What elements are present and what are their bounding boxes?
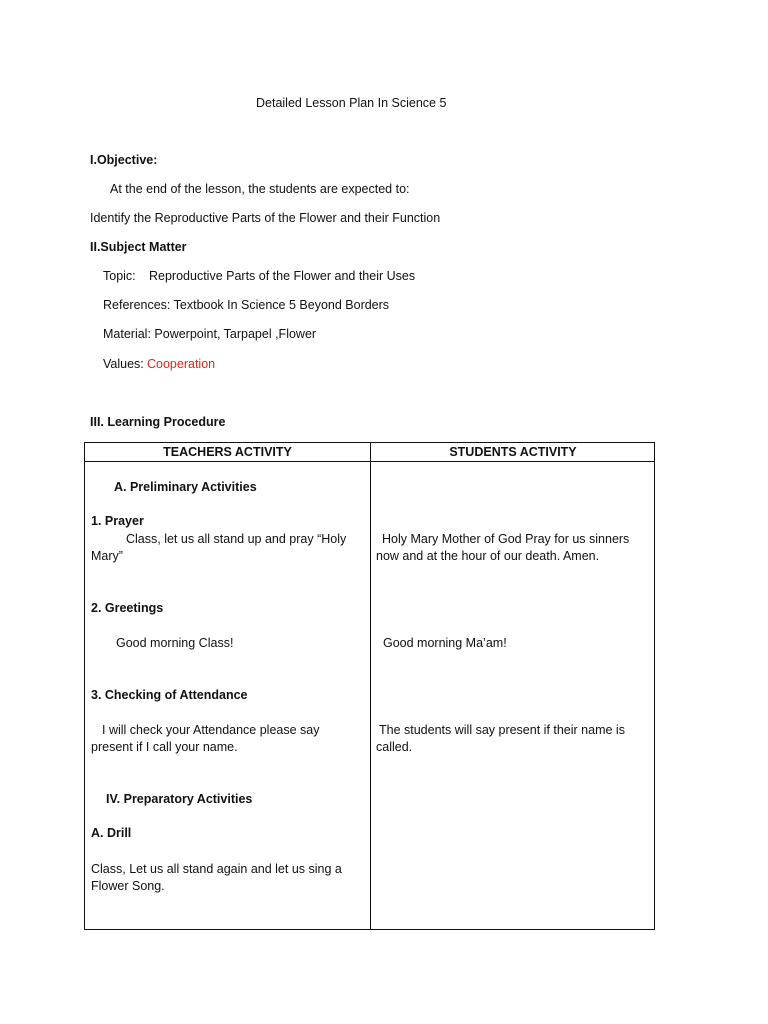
values-label: Values: bbox=[103, 357, 144, 371]
greetings-title: 2. Greetings bbox=[91, 601, 164, 615]
prayer-title: 1. Prayer bbox=[91, 514, 144, 528]
topic-value: Reproductive Parts of the Flower and their Uses bbox=[149, 269, 416, 283]
subject-matter-heading: II.Subject Matter bbox=[90, 240, 187, 254]
teachers-activity-header: TEACHERS ACTIVITY bbox=[163, 445, 292, 459]
topic-label: Topic: bbox=[103, 269, 136, 283]
teacher-drill-line1: Class, Let us all stand again and let us sing a bbox=[91, 862, 342, 876]
objective-intro: At the end of the lesson, the students are expected to: bbox=[110, 182, 410, 196]
learning-procedure-heading: III. Learning Procedure bbox=[90, 415, 226, 429]
student-greetings: Good morning Ma’am! bbox=[383, 636, 507, 650]
values-value: Cooperation bbox=[147, 357, 216, 371]
teacher-prayer-line1: Class, let us all stand up and pray “Holy bbox=[126, 532, 347, 546]
attendance-title: 3. Checking of Attendance bbox=[91, 688, 248, 702]
drill-title: A. Drill bbox=[91, 826, 132, 840]
material-line: Material: Powerpoint, Tarpapel ,Flower bbox=[103, 327, 317, 341]
teacher-attendance-line2: present if I call your name. bbox=[91, 740, 238, 754]
references-line: References: Textbook In Science 5 Beyond Borders bbox=[103, 298, 390, 312]
preparatory-activities: IV. Preparatory Activities bbox=[106, 792, 253, 806]
column-divider bbox=[370, 443, 371, 929]
procedure-table bbox=[84, 442, 655, 930]
teacher-greetings: Good morning Class! bbox=[116, 636, 234, 650]
objective-text: Identify the Reproductive Parts of the Flower and their Function bbox=[90, 211, 441, 225]
student-prayer-line2: now and at the hour of our death. Amen. bbox=[376, 549, 600, 563]
objective-heading: I.Objective: bbox=[90, 153, 158, 167]
student-prayer-line1: Holy Mary Mother of God Pray for us sinners bbox=[382, 532, 630, 546]
students-activity-header: STUDENTS ACTIVITY bbox=[449, 445, 577, 459]
header-divider bbox=[85, 461, 654, 462]
page-title: Detailed Lesson Plan In Science 5 bbox=[256, 96, 447, 110]
teacher-prayer-line2: Mary” bbox=[91, 549, 123, 563]
teacher-attendance-line1: I will check your Attendance please say bbox=[102, 723, 320, 737]
student-attendance-line1: The students will say present if their name is bbox=[379, 723, 625, 737]
teacher-drill-line2: Flower Song. bbox=[91, 879, 165, 893]
student-attendance-line2: called. bbox=[376, 740, 413, 754]
preliminary-activities: A. Preliminary Activities bbox=[114, 480, 257, 494]
